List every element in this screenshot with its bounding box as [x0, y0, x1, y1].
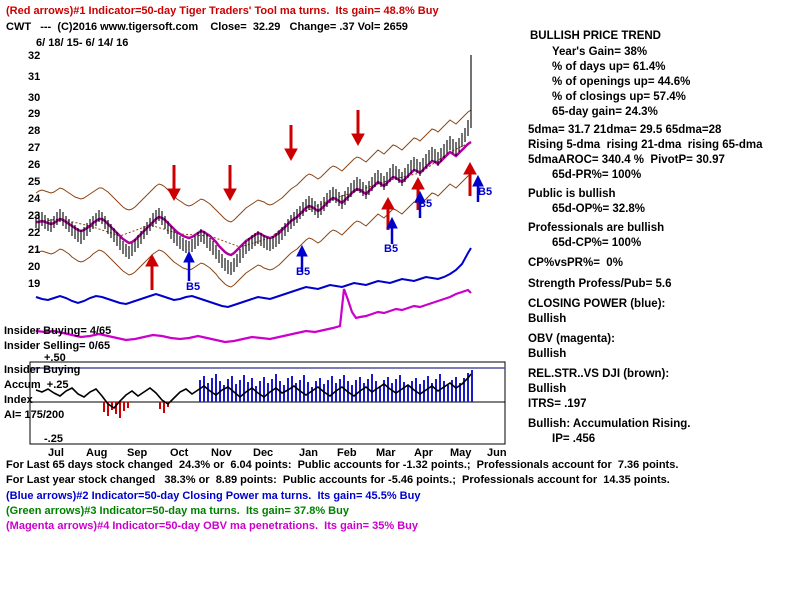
insider-buying-label-2: Insider Buying — [4, 364, 81, 376]
insider-buying-label: Insider Buying= 4/65 — [4, 325, 112, 337]
price-tick-19: 19 — [28, 278, 41, 290]
month-label-jun: Jun — [487, 447, 507, 459]
itrs-value: ITRS= .197 — [528, 398, 587, 410]
rising-ma-line: Rising 5-dma rising 21-dma rising 65-dma — [528, 139, 763, 151]
month-label-feb: Feb — [337, 447, 357, 459]
price-tick-32: 32 — [28, 50, 41, 62]
stat-days-up: % of days up= 61.4% — [552, 61, 666, 73]
price-tick-28: 28 — [28, 125, 41, 137]
price-tick-23: 23 — [28, 210, 41, 222]
accumulation-summary: Bullish: Accumulation Rising. — [528, 418, 691, 430]
right-panel-title: BULLISH PRICE TREND — [530, 30, 661, 42]
header-line-symbol: CWT --- (C)2016 www.tigersoft.com Close= 32.29 Change= .37 Vol= 2659 — [6, 21, 408, 33]
footer-line-65days: For Last 65 days stock changed 24.3% or 6.04 points: Public accounts for -1.32 points.; Professionals account for 7.36 points. — [6, 459, 679, 471]
ma-values-line: 5dma= 31.7 21dma= 29.5 65dma=28 — [528, 124, 722, 136]
strength-line: Strength Profess/Pub= 5.6 — [528, 278, 672, 290]
ai-label: AI= 175/200 — [4, 409, 65, 421]
professionals-title: Professionals are bullish — [528, 222, 665, 234]
month-label-oct: Oct — [170, 447, 189, 459]
stat-65day-gain: 65-day gain= 24.3% — [552, 106, 658, 118]
professionals-value: 65d-CP%= 100% — [552, 237, 642, 249]
price-tick-22: 22 — [28, 227, 41, 239]
b5-label-2: B5 — [296, 266, 311, 278]
b5-label-5: B5 — [478, 186, 493, 198]
footer-line-green-arrows: (Green arrows)#3 Indicator=50-day ma turns. Its gain= 37.8% Buy — [6, 505, 349, 517]
price-tick-29: 29 — [28, 108, 41, 120]
minus-twentyfive-label: -.25 — [44, 433, 63, 445]
month-label-dec: Dec — [253, 447, 274, 459]
price-tick-26: 26 — [28, 159, 41, 171]
footer-line-blue-arrows: (Blue arrows)#2 Indicator=50-day Closing Power ma turns. Its gain= 45.5% Buy — [6, 490, 421, 502]
rel-str-title: REL.STR..VS DJI (brown): — [528, 368, 670, 380]
plus-fifty-label: +.50 — [44, 352, 66, 364]
closing-power-value: Bullish — [528, 313, 567, 325]
header-line-red-arrows: (Red arrows)#1 Indicator=50-day Tiger Traders' Tool ma turns. Its gain= 48.8% Buy — [6, 5, 439, 17]
month-label-may: May — [450, 447, 472, 459]
closing-power-title: CLOSING POWER (blue): — [528, 298, 666, 310]
month-label-sep: Sep — [127, 447, 148, 459]
b5-label-4: B5 — [418, 198, 433, 210]
b5-label-3: B5 — [384, 243, 399, 255]
pr-line: 65d-PR%= 100% — [552, 169, 642, 181]
b5-label-1: B5 — [186, 281, 201, 293]
month-label-jul: Jul — [48, 447, 64, 459]
stat-years-gain: Year's Gain= 38% — [552, 46, 648, 58]
price-tick-24: 24 — [28, 193, 41, 205]
index-label: Index — [4, 394, 33, 406]
month-label-aug: Aug — [86, 447, 108, 459]
obv-title: OBV (magenta): — [528, 333, 615, 345]
footer-line-lastyear: For Last year stock changed 38.3% or 8.89 points: Public accounts for -5.46 points.; Professionals account for 14.35 points. — [6, 474, 670, 486]
rel-str-value: Bullish — [528, 383, 567, 395]
aroc-line: 5dmaAROC= 340.4 % PivotP= 30.97 — [528, 154, 725, 166]
price-tick-31: 31 — [28, 71, 41, 83]
accum-label: Accum +.25 — [4, 379, 69, 391]
cp-vs-pr-line: CP%vsPR%= 0% — [528, 257, 623, 269]
public-title: Public is bullish — [528, 188, 616, 200]
month-label-apr: Apr — [414, 447, 433, 459]
month-label-nov: Nov — [211, 447, 232, 459]
public-value: 65d-OP%= 32.8% — [552, 203, 646, 215]
price-tick-30: 30 — [28, 92, 41, 104]
price-tick-20: 20 — [28, 261, 41, 273]
obv-value: Bullish — [528, 348, 567, 360]
stat-closings-up: % of closings up= 57.4% — [552, 91, 686, 103]
price-tick-21: 21 — [28, 244, 41, 256]
month-label-mar: Mar — [376, 447, 396, 459]
header-line-daterange: 6/ 18/ 15- 6/ 14/ 16 — [36, 37, 129, 49]
insider-selling-label: Insider Selling= 0/65 — [4, 340, 111, 352]
price-tick-25: 25 — [28, 176, 41, 188]
stat-openings-up: % of openings up= 44.6% — [552, 76, 691, 88]
footer-line-magenta-arrows: (Magenta arrows)#4 Indicator=50-day OBV ma penetrations. Its gain= 35% Buy — [6, 520, 419, 532]
price-tick-27: 27 — [28, 142, 41, 154]
ip-value: IP= .456 — [552, 433, 596, 445]
month-label-jan: Jan — [299, 447, 318, 459]
